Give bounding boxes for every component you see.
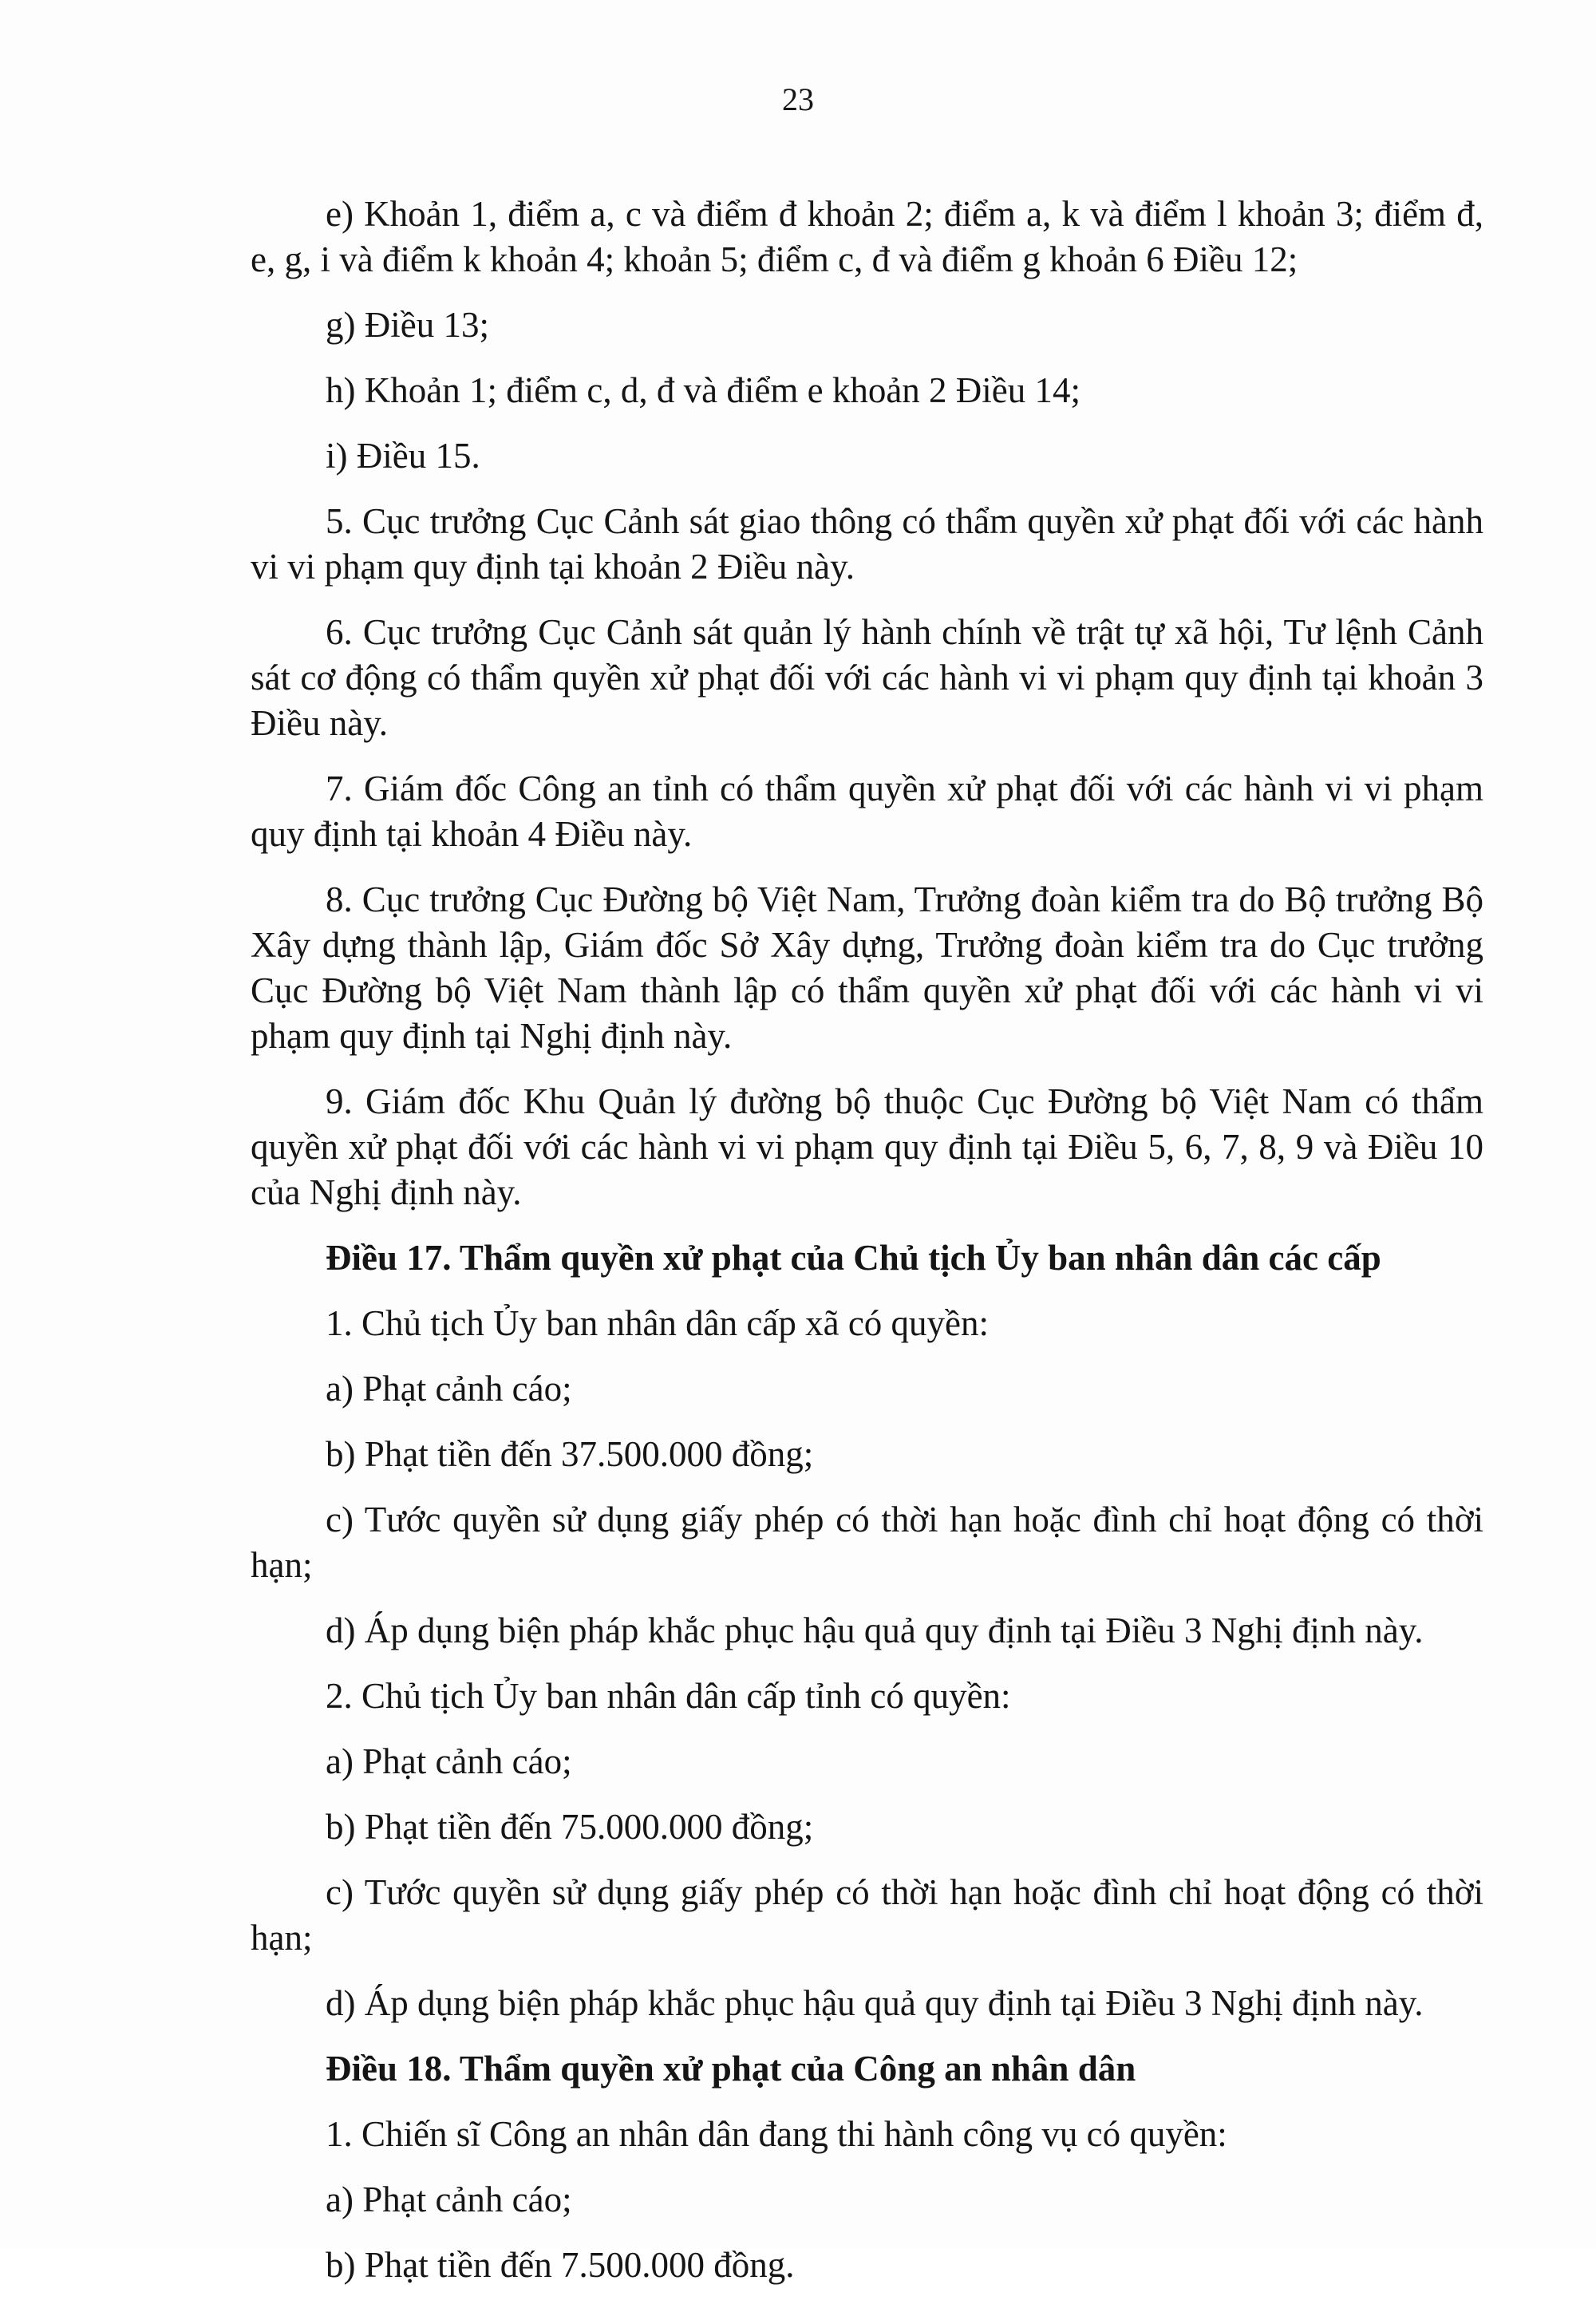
paragraph: a) Phạt cảnh cáo; (326, 2180, 572, 2219)
paragraph: 5. Cục trưởng Cục Cảnh sát giao thông có thẩm quyền xử phạt đối với các hành vi vi phạm quy định tại khoản 2 Điều này. (251, 501, 1483, 587)
paragraph: d) Áp dụng biện pháp khắc phục hậu quả quy định tại Điều 3 Nghị định này. (326, 1610, 1424, 1650)
article-heading: Điều 17. Thẩm quyền xử phạt của Chủ tịch Ủy ban nhân dân các cấp (326, 1238, 1381, 1278)
paragraph: e) Khoản 1, điểm a, c và điểm đ khoản 2; điểm a, k và điểm l khoản 3; điểm đ, e, g, i và điểm k khoản 4; khoản 5; điểm c, đ và điểm g khoản 6 Điều 12; (251, 194, 1483, 279)
paragraph: 9. Giám đốc Khu Quản lý đường bộ thuộc Cục Đường bộ Việt Nam có thẩm quyền xử phạt đối với các hành vi vi phạm quy định tại Điều 5, 6, 7, 8, 9 và Điều 10 của Nghị định này. (251, 1081, 1483, 1212)
paragraph: 1. Chiến sĩ Công an nhân dân đang thi hành công vụ có quyền: (326, 2114, 1227, 2154)
paragraph: b) Phạt tiền đến 7.500.000 đồng. (326, 2245, 795, 2285)
paragraph: c) Tước quyền sử dụng giấy phép có thời hạn hoặc đình chỉ hoạt động có thời hạn; (251, 1872, 1483, 1958)
paragraph: 2. Chủ tịch Ủy ban nhân dân cấp tỉnh có quyền: (326, 1676, 1011, 1716)
paragraph: b) Phạt tiền đến 37.500.000 đồng; (326, 1434, 814, 1474)
paragraph: 7. Giám đốc Công an tỉnh có thẩm quyền xử phạt đối với các hành vi vi phạm quy định tại khoản 4 Điều này. (251, 769, 1483, 854)
article-heading: Điều 18. Thẩm quyền xử phạt của Công an nhân dân (326, 2049, 1136, 2089)
paragraph: d) Áp dụng biện pháp khắc phục hậu quả quy định tại Điều 3 Nghị định này. (326, 1983, 1424, 2023)
paragraph: c) Tước quyền sử dụng giấy phép có thời hạn hoặc đình chỉ hoạt động có thời hạn; (251, 1500, 1483, 1585)
document-body (251, 192, 1483, 2308)
paragraph: a) Phạt cảnh cáo; (326, 1741, 572, 1781)
paragraph: a) Phạt cảnh cáo; (326, 1369, 572, 1409)
paragraph: g) Điều 13; (326, 305, 489, 345)
page-number: 23 (782, 81, 814, 117)
paragraph: 8. Cục trưởng Cục Đường bộ Việt Nam, Trưởng đoàn kiểm tra do Bộ trưởng Bộ Xây dựng thành lập, Giám đốc Sở Xây dựng, Trưởng đoàn kiểm tra do Cục trưởng Cục Đường bộ Việt Nam thành lập có thẩm quyền xử phạt đối với các hành vi vi phạm quy định tại Nghị định này. (251, 879, 1483, 1056)
paragraph: i) Điều 15. (326, 436, 480, 476)
paragraph: 6. Cục trưởng Cục Cảnh sát quản lý hành chính về trật tự xã hội, Tư lệnh Cảnh sát cơ động có thẩm quyền xử phạt đối với các hành vi vi phạm quy định tại khoản 3 Điều này. (251, 612, 1483, 743)
paragraph: b) Phạt tiền đến 75.000.000 đồng; (326, 1807, 814, 1847)
paragraph: h) Khoản 1; điểm c, d, đ và điểm e khoản 2 Điều 14; (326, 370, 1081, 410)
paragraph: 1. Chủ tịch Ủy ban nhân dân cấp xã có quyền: (326, 1303, 990, 1343)
